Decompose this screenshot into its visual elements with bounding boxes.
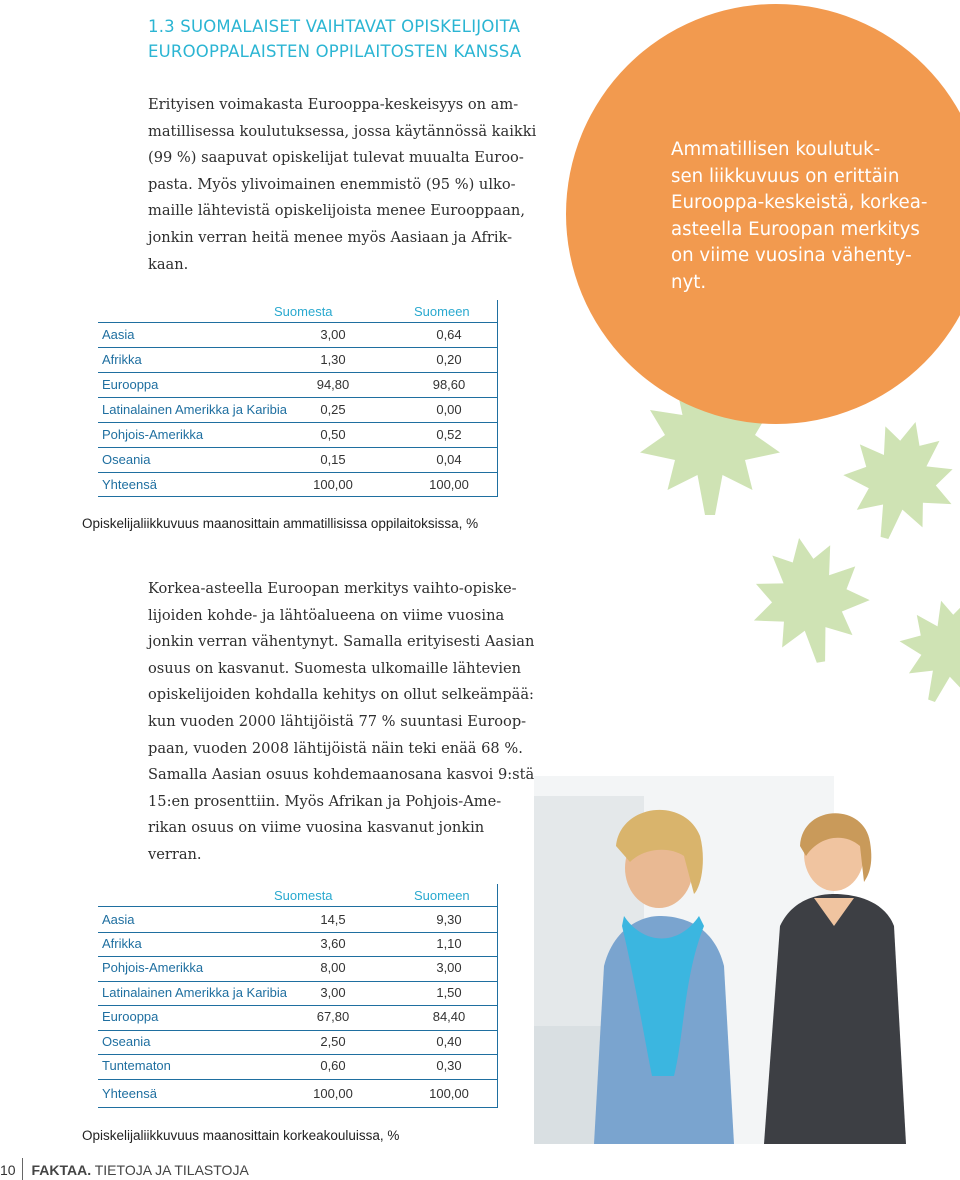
section-title-line-1: 1.3 SUOMALAISET VAIHTAVAT OPISKELIJOITA — [148, 17, 521, 36]
value-from: 0,50 — [320, 427, 346, 442]
paragraph-2 — [148, 576, 534, 869]
quote-line: Ammatillisen koulutuk- — [671, 139, 881, 160]
students-photo-illustration — [534, 776, 960, 1144]
value-to: 0,20 — [436, 352, 462, 367]
table-row — [98, 982, 498, 1004]
table-row — [98, 374, 498, 396]
table-rule — [98, 1079, 498, 1080]
footer-subtitle: TIETOJA JA TILASTOJA — [94, 1162, 249, 1178]
row-label: Eurooppa — [102, 1009, 159, 1024]
students-photo — [534, 776, 960, 1144]
table-row — [98, 399, 498, 421]
quote-line: asteella Euroopan merkitys — [671, 218, 920, 240]
paragraph-line: kun vuoden 2000 lähtijöistä 77 % suuntasi Euroop- — [148, 712, 527, 730]
row-label: Aasia — [102, 327, 135, 342]
footer-brand: FAKTAA. — [31, 1162, 92, 1178]
paragraph-line: jonkin verran heitä menee myös Aasiaan ja Afrik- — [148, 228, 513, 246]
table-row — [98, 1031, 498, 1053]
value-from: 100,00 — [313, 477, 353, 492]
table-rule — [98, 496, 498, 497]
row-label: Latinalainen Amerikka ja Karibia — [102, 402, 287, 417]
table-row — [98, 933, 498, 955]
section-title — [148, 14, 568, 64]
table-rule — [98, 397, 498, 398]
page-number: 10 — [0, 1162, 16, 1178]
row-label: Oseania — [102, 452, 151, 467]
value-from: 67,80 — [316, 1009, 350, 1024]
paragraph-line: opiskelijoiden kohdalla kehitys on ollut selkeämpää: — [148, 686, 534, 704]
value-to: 0,30 — [436, 1058, 462, 1073]
row-label: Afrikka — [102, 936, 142, 951]
paragraph-line: jonkin verran vähentynyt. Samalla erityisesti Aasian — [148, 633, 535, 651]
leaf-shape — [741, 528, 879, 673]
column-header-suomesta: Suomesta — [274, 304, 333, 319]
table-vocational-mobility — [98, 300, 498, 500]
table-row — [98, 449, 498, 471]
value-from: 3,60 — [320, 936, 346, 951]
value-to: 100,00 — [429, 1086, 469, 1101]
quote-line: sen liikkuvuus on erittäin — [671, 165, 900, 187]
row-label: Eurooppa — [102, 377, 159, 392]
paragraph-line: lijoiden kohde- ja lähtöalueena on viime vuosina — [148, 606, 505, 624]
value-to: 0,40 — [436, 1034, 462, 1049]
table-row — [98, 1006, 498, 1028]
table-1-caption: Opiskelijaliikkuvuus maanosittain ammatillisissa oppilaitoksissa, % — [82, 516, 479, 531]
table-row — [98, 1055, 498, 1077]
pull-quote — [671, 137, 927, 297]
row-label: Pohjois-Amerikka — [102, 427, 204, 442]
paragraph-line: Erityisen voimakasta Eurooppa-keskeisyys on am- — [148, 96, 519, 113]
row-label: Tuntematon — [102, 1058, 171, 1073]
column-header-suomeen: Suomeen — [414, 304, 470, 319]
row-label: Oseania — [102, 1034, 151, 1049]
value-to: 1,50 — [436, 985, 462, 1000]
table-rule — [98, 347, 498, 348]
row-label: Pohjois-Amerikka — [102, 960, 204, 975]
table-rule — [98, 322, 498, 323]
paragraph-line: paan, vuoden 2008 lähtijöistä näin teki enää 68 %. — [148, 739, 523, 757]
leaf-shape — [884, 582, 960, 718]
value-to: 100,00 — [429, 477, 469, 492]
value-from: 3,00 — [320, 327, 346, 342]
table-rule — [98, 1107, 498, 1108]
paragraph-line: 15:en prosenttiin. Myös Afrikan ja Pohjois-Ame- — [148, 792, 502, 810]
value-from: 94,80 — [316, 377, 350, 392]
table-rule — [98, 472, 498, 473]
page-footer — [0, 1162, 249, 1178]
table-row-total — [98, 1083, 498, 1105]
paragraph-line: pasta. Myös ylivoimainen enemmistö (95 %) ulko- — [148, 175, 516, 193]
quote-line: nyt. — [671, 271, 707, 293]
table-rule — [98, 372, 498, 373]
leaf-shape — [830, 408, 960, 553]
value-from: 0,25 — [320, 402, 346, 417]
value-to: 0,52 — [436, 427, 462, 442]
paragraph-line: (99 %) saapuvat opiskelijat tulevat muualta Euroo- — [148, 149, 524, 167]
value-to: 1,10 — [436, 936, 462, 951]
section-title-line-2: EUROOPPALAISTEN OPPILAITOSTEN KANSSA — [148, 42, 522, 61]
value-from: 100,00 — [313, 1086, 353, 1101]
paragraph-line: osuus on kasvanut. Suomesta ulkomaille lähtevien — [148, 659, 522, 677]
table-row — [98, 349, 498, 371]
paragraph-line: Korkea-asteella Euroopan merkitys vaihto-opiske- — [148, 580, 517, 597]
paragraph-line: maille lähtevistä opiskelijoista menee Eurooppaan, — [148, 202, 525, 220]
footer-divider — [22, 1158, 23, 1180]
value-from: 3,00 — [320, 985, 346, 1000]
value-from: 8,00 — [320, 960, 346, 975]
value-from: 0,60 — [320, 1058, 346, 1073]
paragraph-line: rikan osuus on viime vuosina kasvanut jonkin — [148, 819, 485, 837]
quote-line: on viime vuosina vähenty- — [671, 245, 912, 267]
value-from: 0,15 — [320, 452, 346, 467]
row-label: Afrikka — [102, 352, 142, 367]
paragraph-line: Samalla Aasian osuus kohdemaanosana kasvoi 9:stä — [148, 766, 535, 784]
value-to: 98,60 — [432, 377, 466, 392]
paragraph-line: kaan. — [148, 255, 189, 273]
table-row-total — [98, 474, 498, 496]
paragraph-1 — [148, 92, 536, 278]
table-rule — [98, 447, 498, 448]
paragraph-line: matillisessa koulutuksessa, jossa käytännössä kaikki — [148, 122, 537, 140]
column-header-suomesta: Suomesta — [274, 888, 333, 903]
value-from: 14,5 — [320, 912, 346, 927]
quote-line: Eurooppa-keskeistä, korkea- — [671, 192, 928, 214]
paragraph-line: verran. — [148, 845, 202, 863]
table-rule — [98, 422, 498, 423]
row-label: Latinalainen Amerikka ja Karibia — [102, 985, 287, 1000]
row-label: Yhteensä — [102, 1086, 157, 1101]
value-from: 1,30 — [320, 352, 346, 367]
table-2-caption: Opiskelijaliikkuvuus maanosittain korkeakouluissa, % — [82, 1128, 400, 1143]
row-label: Aasia — [102, 912, 135, 927]
table-row — [98, 324, 498, 346]
row-label: Yhteensä — [102, 477, 157, 492]
value-to: 3,00 — [436, 960, 462, 975]
value-to: 0,00 — [436, 402, 462, 417]
table-row — [98, 424, 498, 446]
table-rule — [98, 906, 498, 907]
table-row — [98, 957, 498, 979]
column-header-suomeen: Suomeen — [414, 888, 470, 903]
value-to: 84,40 — [432, 1009, 466, 1024]
table-higher-education-mobility — [98, 884, 498, 1110]
value-to: 0,64 — [436, 327, 462, 342]
value-to: 9,30 — [436, 912, 462, 927]
value-from: 2,50 — [320, 1034, 346, 1049]
value-to: 0,04 — [436, 452, 462, 467]
table-row — [98, 909, 498, 931]
